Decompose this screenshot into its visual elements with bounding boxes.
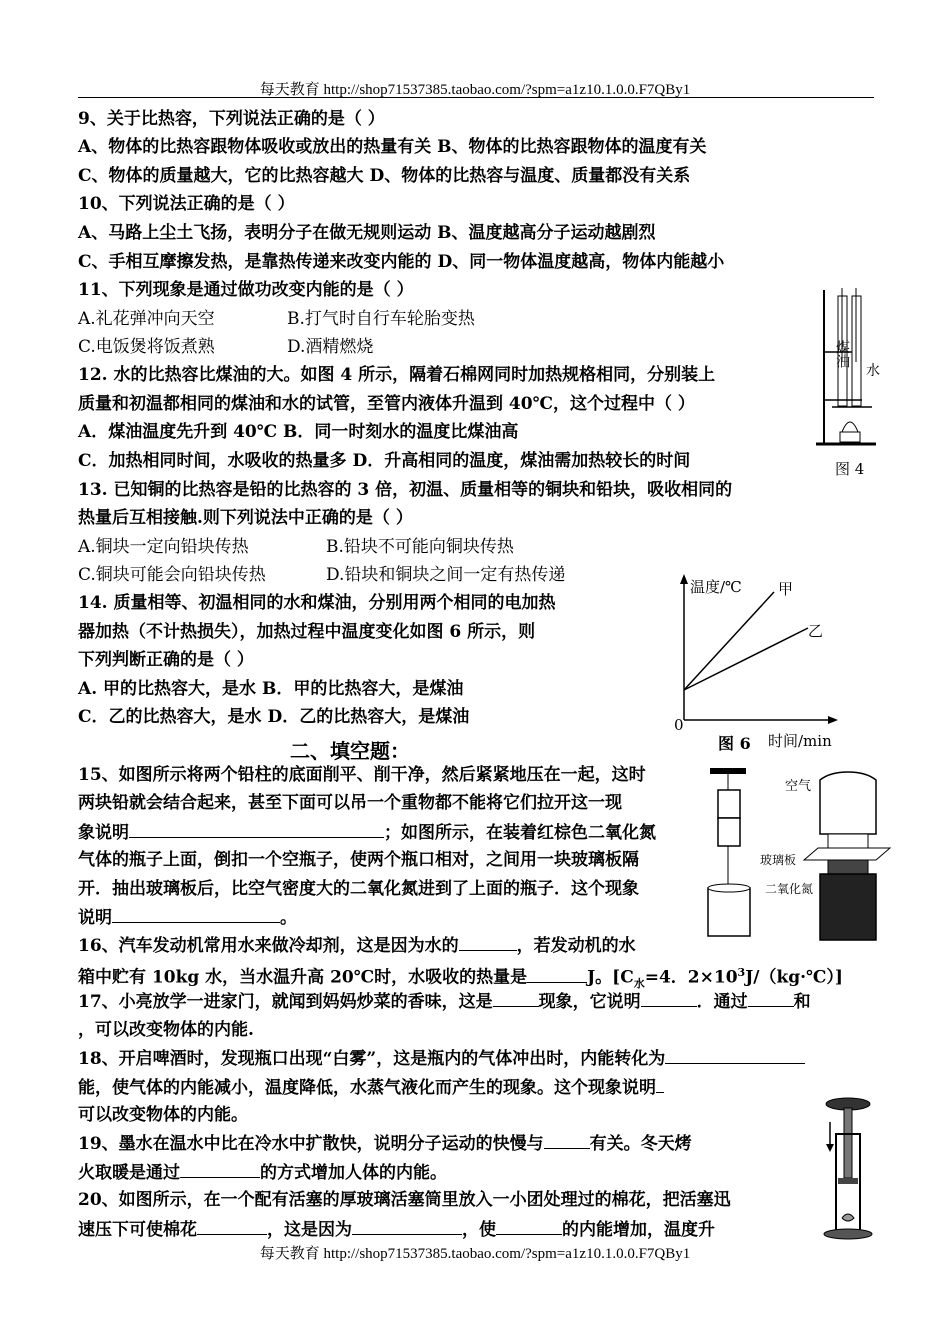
q10-options-ab: A、马路上尘土飞扬，表明分子在做无规则运动 B、温度越高分子运动越剧烈	[78, 223, 656, 243]
q20-line2	[78, 1218, 715, 1241]
q18-blank-1[interactable]	[665, 1047, 805, 1064]
q15-line4: 气体的瓶子上面，倒扣一个空瓶子，使两个瓶口相对，之间用一块玻璃板隔	[78, 850, 639, 870]
q18-blank-2[interactable]	[656, 1076, 664, 1093]
q19-line1-b: 有关。冬天烤	[589, 1134, 692, 1154]
q20-blank-1[interactable]	[197, 1218, 267, 1235]
fig6-origin: 0	[674, 716, 684, 734]
page-header: 每天教育 http://shop71537385.taobao.com/?spm=a1z10.1.0.0.F7QBy1	[259, 82, 691, 98]
q15-line3-a: 象说明	[78, 823, 129, 843]
q9-options-ab: A、物体的比热容跟物体吸收或放出的热量有关 B、物体的比热容跟物体的温度有关	[78, 137, 707, 157]
fig4-label-water: 水	[866, 363, 880, 379]
q15-line6-b: 。	[280, 908, 297, 928]
q19-line1-a: 19、墨水在温水中比在冷水中扩散快，说明分子运动的快慢与	[78, 1134, 544, 1154]
section-2-title: 二、填空题：	[290, 739, 410, 763]
q16-line2-a: 箱中贮有 10kg 水，当水温升高 20℃时，水吸收的热量是	[78, 967, 528, 988]
q9-options-cd: C、物体的质量越大，它的比热容越大 D、物体的比热容与温度、质量都没有关系	[78, 166, 691, 186]
q18-line1	[78, 1047, 805, 1070]
q17-line1-a: 17、小亮放学一进家门，就闻到妈妈炒菜的香味，这是	[78, 992, 493, 1012]
q15-line5: 开．抽出玻璃板后，比空气密度大的二氧化氮进到了上面的瓶子．这个现象	[78, 879, 639, 899]
q16-subscript: 水	[633, 977, 645, 991]
q20-line2-d: 的内能增加，温度升	[562, 1220, 715, 1240]
q11-option-d: D.酒精燃烧	[287, 337, 374, 357]
q14-options-ab: A. 甲的比热容大，是水 B．甲的比热容大，是煤油	[78, 679, 464, 699]
q17-blank-1[interactable]	[493, 990, 539, 1007]
fig6-y-axis-label: 温度/℃	[690, 578, 742, 596]
q17-blank-2[interactable]	[641, 990, 697, 1007]
q12-line1: 12. 水的比热容比煤油的大。如图 4 所示，隔着石棉网同时加热规格相同，分别装上	[78, 365, 716, 385]
q16-superscript: 3	[737, 966, 746, 979]
q13-option-b: B.铅块不可能向铜块传热	[326, 537, 514, 557]
q16-blank-1[interactable]	[459, 934, 517, 951]
q17-blank-3[interactable]	[748, 990, 794, 1007]
q10-options-cd: C、手相互摩擦发热，是靠热传递来改变内能的 D、同一物体温度越高，物体内能越小	[78, 252, 725, 272]
q13-line2: 热量后互相接触.则下列说法中正确的是（ ）	[78, 508, 413, 528]
q13-option-d: D.铅块和铜块之间一定有热传递	[326, 565, 566, 585]
fig6-caption: 图 6	[718, 734, 751, 753]
q11-stem: 11、下列现象是通过做功改变内能的是（ ）	[78, 280, 414, 300]
q19-blank-2[interactable]	[180, 1161, 260, 1178]
q20-line2-a: 速压下可使棉花	[78, 1220, 197, 1240]
q17-line1-d: 和	[793, 992, 811, 1012]
q14-line2: 器加热（不计热损失），加热过程中温度变化如图 6 所示，则	[78, 622, 536, 642]
q19-line1	[78, 1132, 692, 1155]
q16-blank-2[interactable]	[527, 966, 587, 983]
q16-line2-b: J。[C	[587, 967, 634, 988]
q17-line1-b: 现象，它说明	[538, 992, 641, 1012]
q20-line2-c: ，使	[462, 1220, 496, 1240]
fig4-label-oil: 煤油	[834, 340, 850, 368]
q17-line1	[78, 990, 811, 1013]
q15-line3-b: ；如图所示，在装着红棕色二氧化氮	[384, 823, 656, 843]
q19-line2	[78, 1161, 447, 1184]
q17-line1-c: ．通过	[696, 992, 748, 1012]
q14-options-cd: C．乙的比热容大，是水 D．乙的比热容大，是煤油	[78, 707, 470, 727]
q16-line2-d: J/（kg·℃）]	[745, 967, 843, 988]
q11-option-a: A.礼花弹冲向天空	[78, 309, 215, 329]
q12-line2: 质量和初温都相同的煤油和水的试管，至管内液体升温到 40℃，这个过程中（ ）	[78, 394, 695, 414]
fig6-line-jia	[684, 592, 774, 690]
q12-options-ab: A．煤油温度先升到 40℃ B．同一时刻水的温度比煤油高	[78, 422, 519, 442]
fig4-caption: 图 4	[835, 460, 865, 478]
q19-line2-a: 火取暖是通过	[78, 1163, 180, 1183]
q18-line1-a: 18、开启啤酒时，发现瓶口出现“白雾”，这是瓶内的气体冲出时，内能转化为	[78, 1049, 666, 1069]
q16-line1-b: ，若发动机的水	[516, 936, 636, 956]
fig15-label-no2: 二氧化氮	[765, 882, 814, 896]
figure-4-heating-tubes	[812, 282, 892, 452]
q11-option-c: C.电饭煲将饭煮熟	[78, 337, 215, 357]
q20-blank-2[interactable]	[352, 1218, 462, 1235]
q15-blank-2[interactable]	[112, 906, 280, 923]
q20-line2-b: ，这是因为	[267, 1220, 352, 1240]
fig6-line-yi	[684, 628, 808, 690]
fig6-x-axis-label: 时间/min	[768, 732, 832, 750]
q14-line1: 14. 质量相等、初温相同的水和煤油，分别用两个相同的电加热	[78, 593, 556, 613]
q15-line6-a: 说明	[78, 908, 112, 928]
fig15-label-glass: 玻璃板	[760, 853, 797, 867]
q9-stem: 9、关于比热容，下列说法正确的是（ ）	[78, 109, 385, 129]
q14-line3: 下列判断正确的是（ ）	[78, 650, 254, 670]
fig15-label-air: 空气	[785, 779, 812, 794]
figure-20-piston-cylinder	[818, 1094, 878, 1242]
q11-option-b: B.打气时自行车轮胎变热	[287, 309, 475, 329]
q15-line1: 15、如图所示将两个铅柱的底面削平、削干净，然后紧紧地压在一起，这时	[78, 765, 646, 785]
q15-line6	[78, 906, 297, 929]
q13-option-c: C.铜块可能会向铅块传热	[78, 565, 266, 585]
q13-option-a: A.铜块一定向铅块传热	[78, 537, 249, 557]
q15-line3	[78, 821, 656, 844]
fig6-label-yi: 乙	[808, 622, 824, 640]
q18-line2-a: 能，使气体的内能减小，温度降低，水蒸气液化而产生的现象。这个现象说明	[78, 1078, 656, 1098]
q18-line3: 可以改变物体的内能。	[78, 1105, 248, 1125]
q16-line2-c: =4．2×10	[644, 967, 738, 988]
q15-blank-1[interactable]	[129, 821, 384, 838]
q17-line2: ，可以改变物体的内能.	[78, 1020, 254, 1040]
q16-line1	[78, 934, 636, 957]
page-footer: 每天教育 http://shop71537385.taobao.com/?spm=a1z10.1.0.0.F7QBy1	[259, 1246, 691, 1262]
q19-blank-1[interactable]	[544, 1132, 590, 1149]
q15-line2: 两块铅就会结合起来，甚至下面可以吊一个重物都不能将它们拉开这一现	[78, 793, 622, 813]
header-rule	[78, 97, 874, 98]
q20-blank-3[interactable]	[496, 1218, 562, 1235]
q19-line2-b: 的方式增加人体的内能。	[260, 1163, 447, 1183]
q20-line1: 20、如图所示，在一个配有活塞的厚玻璃活塞筒里放入一小团处理过的棉花，把活塞迅	[78, 1190, 731, 1210]
q16-line1-a: 16、汽车发动机常用水来做冷却剂，这是因为水的	[78, 936, 459, 956]
q10-stem: 10、下列说法正确的是（ ）	[78, 194, 295, 214]
q12-options-cd: C．加热相同时间，水吸收的热量多 D．升高相同的温度，煤油需加热较长的时间	[78, 451, 691, 471]
figure-15-lead-and-gas	[700, 768, 900, 943]
q18-line2	[78, 1076, 664, 1099]
q13-line1: 13. 已知铜的比热容是铅的比热容的 3 倍，初温、质量相等的铜块和铅块，吸收相同的	[78, 480, 733, 500]
fig6-label-jia: 甲	[778, 580, 794, 598]
